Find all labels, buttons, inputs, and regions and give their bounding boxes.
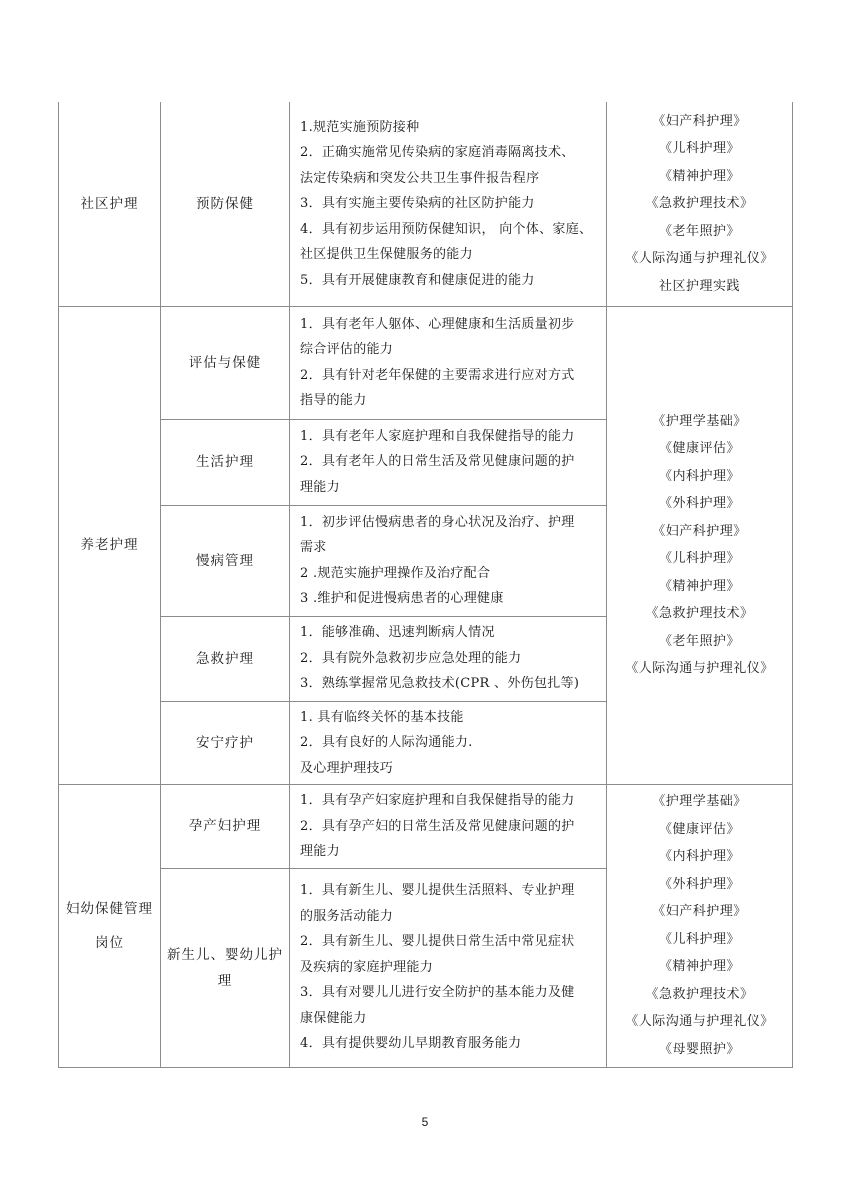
requirement-line: 康保健能力 [300,1010,367,1026]
requirement-line: 及疾病的家庭护理能力 [300,959,434,975]
requirement-line: 1．初步评估慢病患者的身心状况及治疗、护理 [300,514,575,530]
requirement-line: 2．具有老年人的日常生活及常见健康问题的护 [300,454,575,470]
course-name: 《急救护理技术》 [645,196,754,211]
course-name: 《护理学基础》 [652,413,747,429]
requirement-line: 1．具有老年人家庭护理和自我保健指导的能力 [300,428,575,444]
course-name: 社区护理实践 [658,278,740,294]
requirement-line: 2．具有新生儿、婴儿提供日常生活中常见症状 [300,934,575,950]
course-name: 《内科护理》 [658,468,740,484]
requirement-line: 3．具有实施主要传染病的社区防护能力 [300,196,535,211]
course-name: 《儿科护理》 [658,931,740,947]
requirement-line: 理能力 [300,479,340,495]
page-number: 5 [421,1115,429,1129]
requirement-line: 2 .规范实施护理操作及治疗配合 [300,565,491,581]
requirement-line: 3．具有对婴儿儿进行安全防护的基本能力及健 [300,985,575,1001]
post-cell [59,785,161,1068]
requirement-line: 及心理护理技巧 [300,760,394,776]
requirement-cell [290,616,607,701]
requirement-line: 1．具有孕产妇家庭护理和自我保健指导的能力 [300,793,575,808]
course-name: 《急救护理技术》 [645,986,754,1002]
requirement-cell [290,701,607,785]
work-item-cell [161,868,290,1067]
requirement-line: 2．具有针对老年保健的主要需求进行应对方式 [300,367,575,383]
requirement-line: 2．具有良好的人际沟通能力. [300,735,473,750]
requirement-line: 1．能够准确、迅速判断病人情况 [300,625,495,641]
requirement-line: 2．正确实施常见传染病的家庭消毒隔离技术、 [300,145,575,160]
course-name: 《妇产科护理》 [652,904,747,920]
requirement-line: 指导的能力 [300,393,367,408]
work-item-cell: 急救护理 [161,616,290,701]
work-item-cell: 预防保健 [161,102,290,306]
course-name: 《人际沟通与护理礼仪》 [625,661,774,677]
requirement-line: 5．具有开展健康教育和健康促进的能力 [300,272,535,288]
work-item-cell: 生活护理 [161,419,290,505]
requirement-line: 4．具有初步运用预防保健知识， 向个体、家庭、 [300,221,593,237]
table-row [59,306,793,419]
requirement-cell [290,868,607,1067]
course-name: 《健康评估》 [658,441,740,457]
work-item-cell: 慢病管理 [161,505,290,616]
course-cell [607,785,793,1068]
work-item-cell: 孕产妇护理 [161,785,290,869]
course-name: 《儿科护理》 [658,141,740,156]
course-name: 《老年照护》 [658,223,740,239]
requirement-line: 1. 具有临终关怀的基本技能 [300,709,464,725]
work-item-line: 新生儿、婴幼儿 [167,946,269,963]
requirement-line: 社区提供卫生保健服务的能力 [300,247,473,262]
course-name: 《人际沟通与护理礼仪》 [625,251,774,266]
course-cell [607,102,793,306]
post-cell: 社区护理 [59,102,161,306]
requirement-cell [290,505,607,616]
course-name: 《儿科护理》 [658,551,740,567]
course-name: 《内科护理》 [658,849,740,865]
requirement-line: 3 .维护和促进慢病患者的心理健康 [300,591,504,606]
requirement-line: 1．具有新生儿、婴儿提供生活照料、专业护理 [300,883,575,899]
requirement-line: 法定传染病和突发公共卫生事件报告程序 [300,170,540,186]
requirement-line: 理能力 [300,844,340,859]
post-name-line: 管理岗位 [95,900,153,951]
requirement-line: 1．具有老年人躯体、心理健康和生活质量初步 [300,316,575,332]
course-name: 《精神护理》 [658,578,740,594]
requirement-line: 2．具有孕产妇的日常生活及常见健康问题的护 [300,818,575,834]
course-name: 《人际沟通与护理礼仪》 [625,1014,774,1030]
course-name: 《外科护理》 [658,496,740,512]
course-name: 《外科护理》 [658,876,740,892]
course-cell [607,306,793,785]
requirement-cell [290,419,607,505]
work-item-cell: 安宁疗护 [161,701,290,785]
requirement-cell [290,102,607,306]
course-name: 《精神护理》 [658,959,740,975]
requirement-line: 4．具有提供婴幼儿早期教育服务能力 [300,1036,522,1052]
work-item-line: 护 理 [217,946,283,989]
table-row [59,785,793,869]
requirement-line: 1.规范实施预防接种 [300,119,420,135]
competency-table [58,102,793,1068]
course-name: 《护理学基础》 [652,794,747,810]
requirement-line: 综合评估的能力 [300,342,394,357]
course-name: 《妇产科护理》 [652,523,747,539]
course-name: 《老年照护》 [658,633,740,649]
post-name-line: 妇幼保健 [66,900,124,917]
course-name: 《急救护理技术》 [645,606,754,622]
work-item-cell: 评估与保健 [161,306,290,419]
requirement-line: 2．具有院外急救初步应急处理的能力 [300,650,522,666]
table-row [59,102,793,306]
requirement-line: 3．熟练掌握常见急救技术(CPR 、外伤包扎等) [300,676,580,692]
requirement-cell [290,306,607,419]
course-name: 《母婴照护》 [658,1041,740,1057]
course-name: 《精神护理》 [658,168,740,184]
course-name: 《妇产科护理》 [652,113,747,129]
requirement-line: 需求 [300,540,327,555]
requirement-cell [290,785,607,869]
course-name: 《健康评估》 [658,821,740,837]
post-cell: 养老护理 [59,306,161,785]
requirement-line: 的服务活动能力 [300,908,394,924]
